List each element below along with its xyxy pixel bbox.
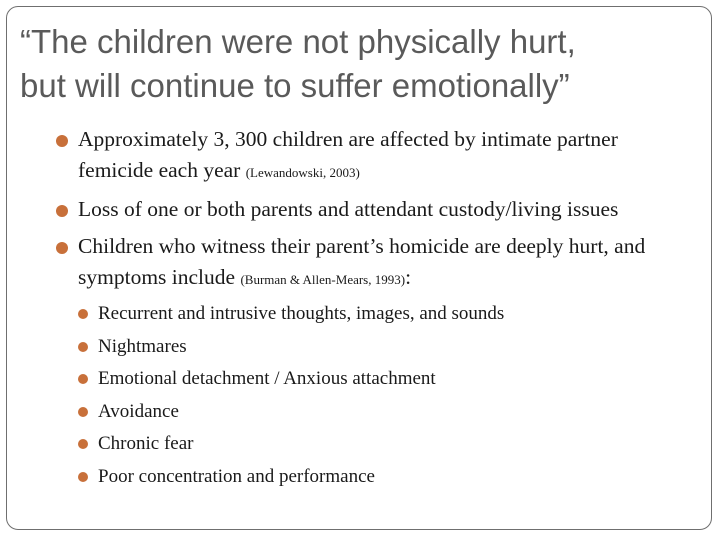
bullet-text: Approximately 3, 300 children are affected by intimate partner femicide each year (78, 127, 618, 182)
symptom-item (78, 431, 696, 457)
sub-bullet-dot-icon (78, 472, 88, 482)
bullet-text: Children who witness their parent’s homicide are deeply hurt, and symptoms include (78, 234, 646, 289)
symptom-item (78, 399, 696, 425)
bullet-dot-icon (56, 242, 68, 254)
symptom-item (78, 366, 696, 392)
slide-content (56, 124, 696, 497)
symptom-item (78, 464, 696, 490)
bullet-text: Loss of one or both parents and attendant custody/living issues (78, 197, 619, 221)
sub-bullet-dot-icon (78, 407, 88, 417)
symptom-item (78, 301, 696, 327)
bullet-suffix: : (405, 265, 412, 289)
slide-title (20, 20, 700, 108)
bullet-dot-icon (56, 135, 68, 147)
title-line-1: “The children were not physically hurt, (20, 23, 576, 60)
sub-bullet-dot-icon (78, 439, 88, 449)
symptom-text: Chronic fear (98, 433, 194, 455)
symptom-text: Recurrent and intrusive thoughts, images, and sounds (98, 303, 505, 324)
title-line-2: but will continue to suffer emotionally” (20, 67, 570, 104)
symptom-text: Avoidance (98, 400, 179, 422)
citation: (Lewandowski, 2003) (245, 165, 360, 180)
symptom-text: Emotional detachment / Anxious attachment (98, 368, 436, 390)
bullet-dot-icon (56, 205, 68, 217)
bullet-children-affected (56, 124, 696, 188)
bullet-witness-homicide (56, 231, 696, 295)
citation: (Burman & Allen-Mears, 1993) (240, 272, 406, 287)
symptom-text: Nightmares (98, 335, 187, 357)
bullet-loss-of-parents (56, 194, 696, 225)
symptom-item (78, 334, 696, 360)
symptoms-list (78, 301, 696, 490)
sub-bullet-dot-icon (78, 309, 88, 319)
sub-bullet-dot-icon (78, 374, 88, 384)
symptom-text: Poor concentration and performance (98, 465, 375, 487)
sub-bullet-dot-icon (78, 342, 88, 352)
